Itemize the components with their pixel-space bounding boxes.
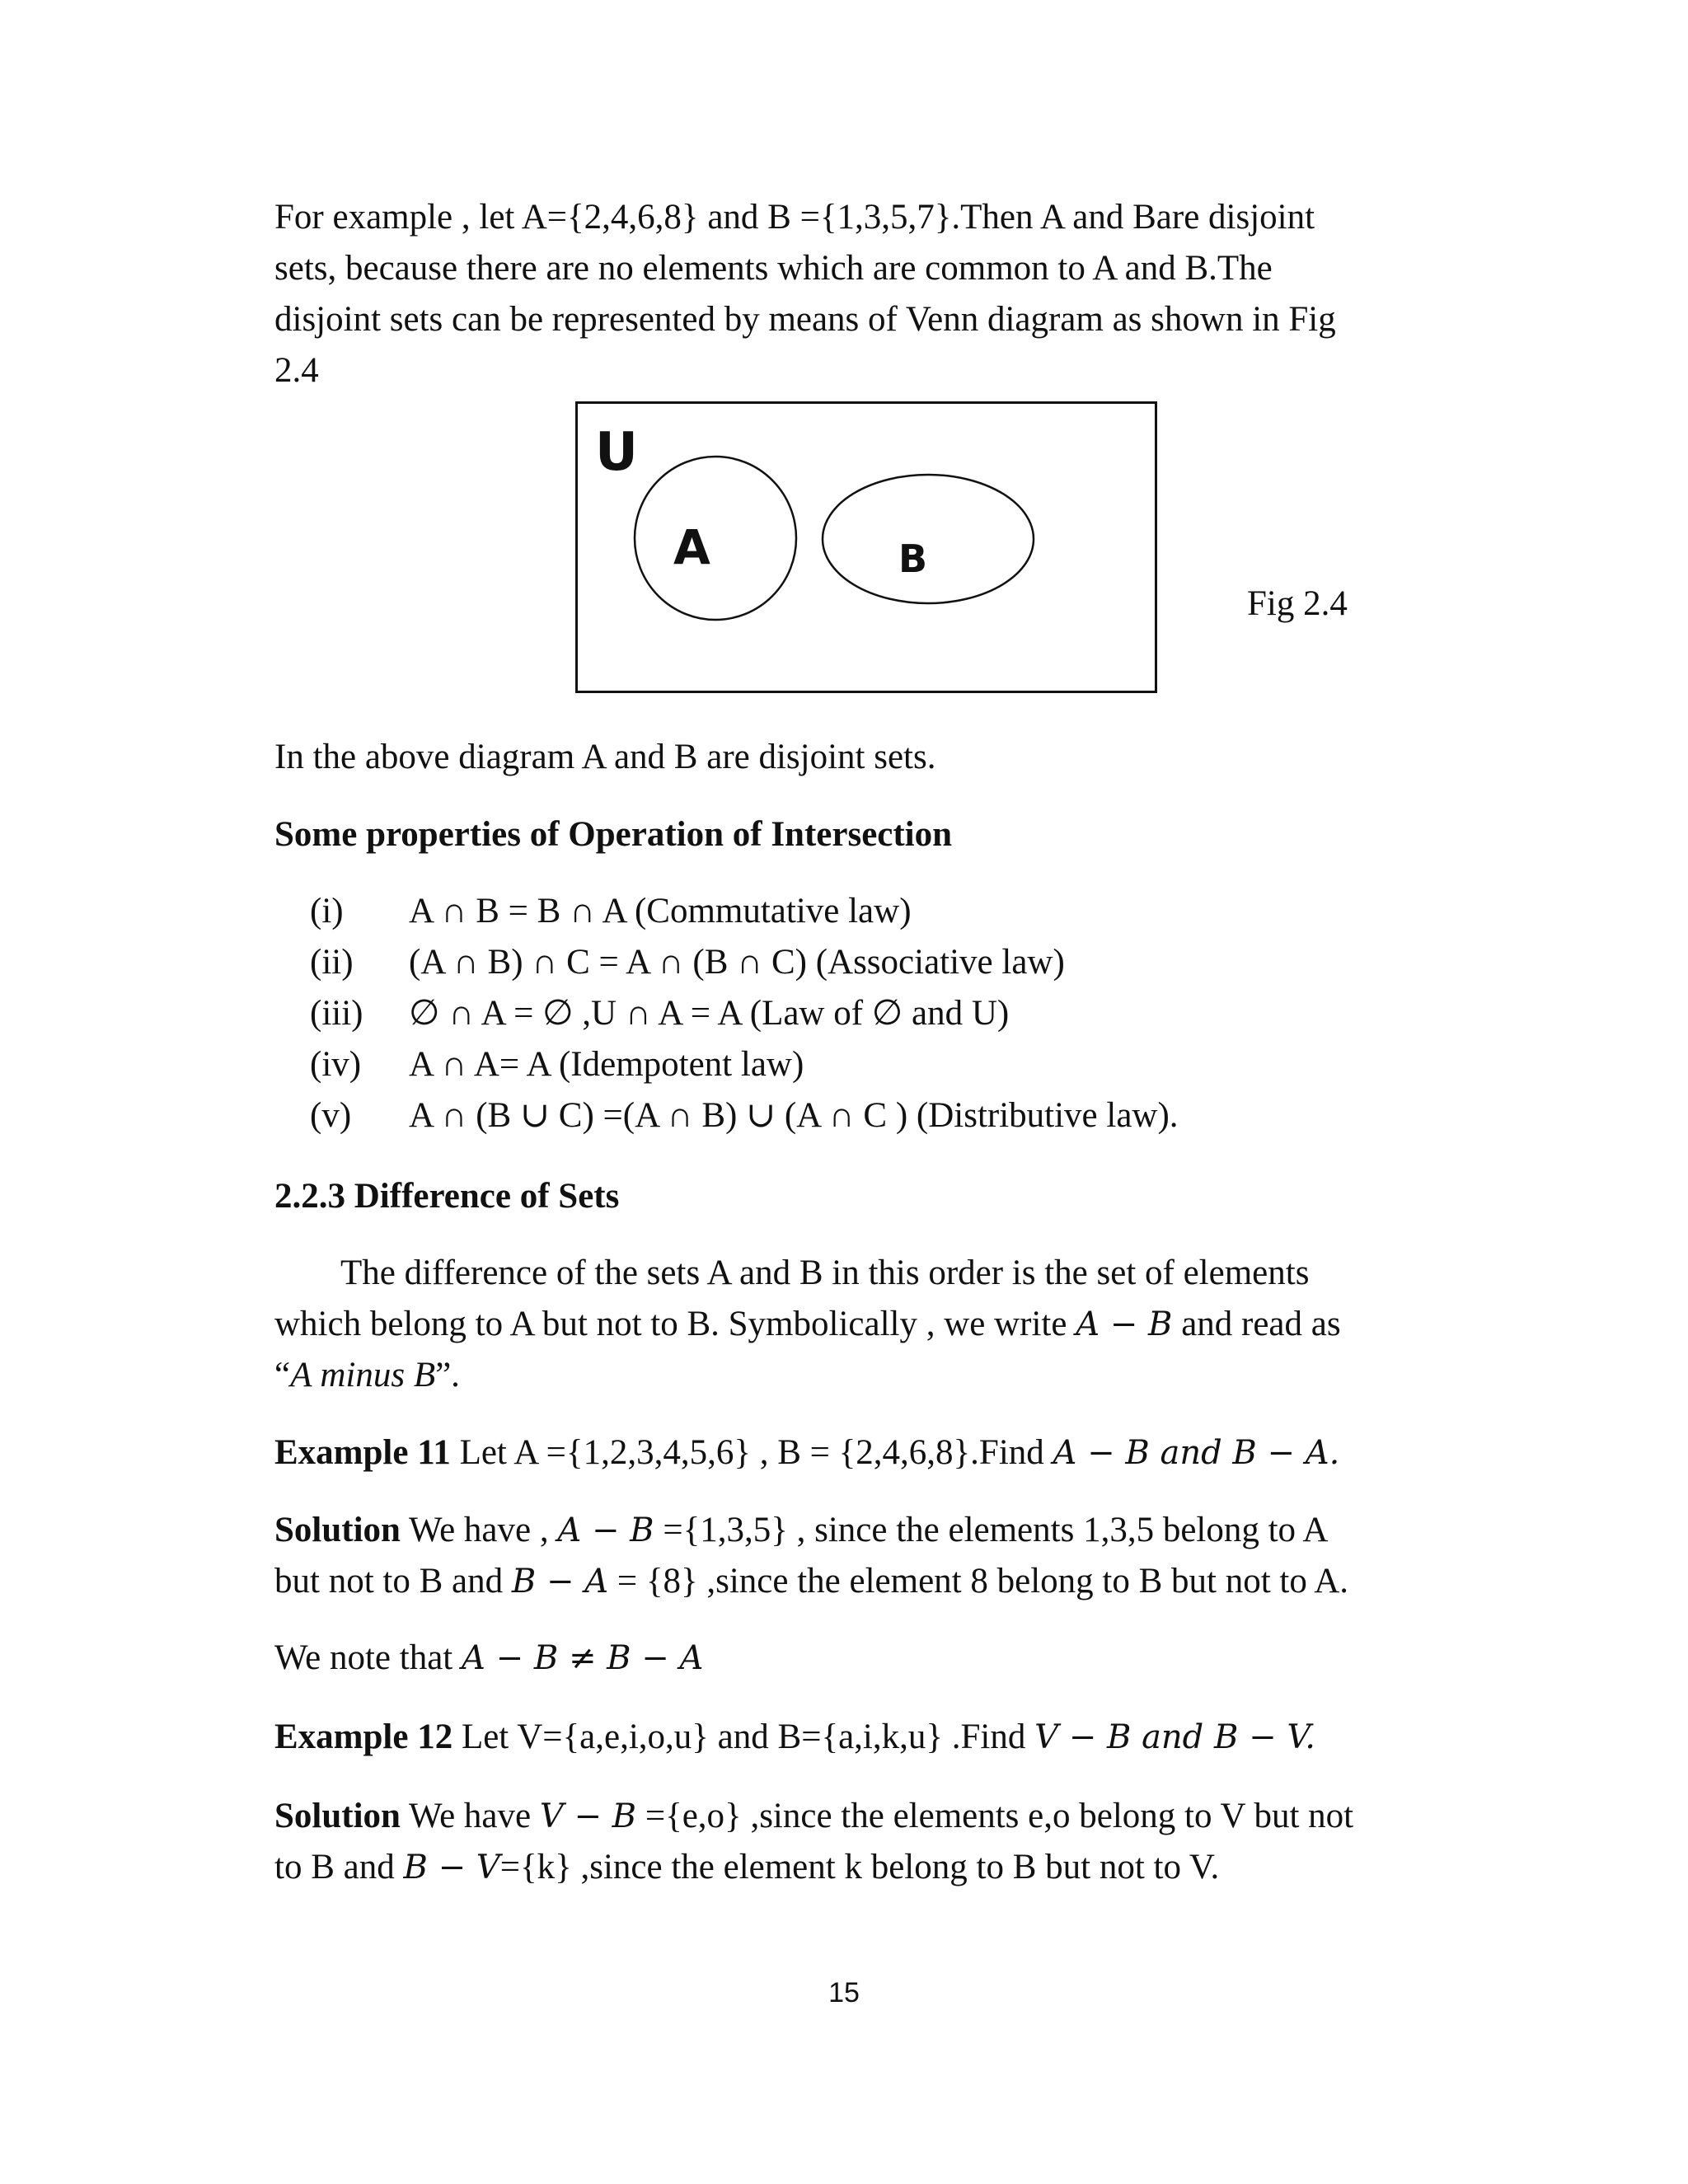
page-number: 15: [828, 1977, 860, 2008]
note-line: [274, 1633, 1478, 1684]
quote-open: “: [274, 1356, 291, 1394]
math-expression: A − B ≠ B − A: [462, 1639, 704, 1677]
solution-11: [274, 1505, 1478, 1607]
solution-line: [274, 1556, 1478, 1607]
solution-text: We have: [400, 1797, 540, 1835]
intro-paragraph: [274, 192, 1478, 396]
figure-caption: Fig 2.4: [1247, 584, 1348, 623]
list-item-number: (iii): [310, 994, 363, 1033]
math-expression: A − B and B − A.: [1053, 1434, 1340, 1472]
solution-line: [274, 1505, 1478, 1556]
list-item-text: A ∩ (B ∪ C) =(A ∩ B) ∪ (A ∩ C ) (Distributive law).: [409, 1096, 1179, 1135]
venn-diagram-svg: [575, 401, 1157, 693]
math-expression: B − V: [403, 1849, 500, 1886]
section-heading-text: 2.2.3 Difference of Sets: [274, 1177, 620, 1216]
math-expression: A − B: [1076, 1305, 1173, 1343]
set-b-label: B: [898, 537, 928, 581]
note-text: We note that: [274, 1638, 462, 1677]
set-a-label: A: [673, 519, 710, 575]
italic-phrase: A minus B: [290, 1356, 436, 1394]
set-b-ellipse: [823, 475, 1034, 603]
solution-line: [274, 1842, 1478, 1893]
solution-label: Solution: [274, 1797, 401, 1835]
list-item-text: (A ∩ B) ∩ C = A ∩ (B ∩ C) (Associative law): [409, 943, 1065, 982]
math-expression: A − B: [557, 1511, 654, 1549]
solution-text: ={1,3,5} , since the elements 1,3,5 belong to A: [654, 1511, 1329, 1549]
list-item-text: A ∩ A= A (Idempotent law): [409, 1045, 804, 1084]
example-11-line: [274, 1427, 1478, 1479]
section-paragraph-line: [274, 1350, 1478, 1401]
properties-heading: [274, 809, 1478, 860]
solution-12: [274, 1791, 1478, 1893]
example-label: Example 12: [274, 1718, 453, 1756]
math-expression: V − B: [539, 1797, 637, 1835]
example-12: [274, 1712, 1478, 1763]
section-paragraph: [274, 1248, 1478, 1401]
list-item-number: (i): [310, 892, 344, 930]
solution-text: to B and: [274, 1848, 404, 1886]
solution-label: Solution: [274, 1511, 401, 1549]
venn-diagram: [575, 401, 1157, 693]
list-item-text: A ∩ B = B ∩ A (Commutative law): [409, 892, 912, 930]
example-12-line: [274, 1712, 1478, 1763]
intro-line: disjoint sets can be represented by means of Venn diagram as shown in Fig: [274, 300, 1336, 339]
paragraph-text: which belong to A but not to B. Symbolically , we write: [274, 1305, 1076, 1343]
universe-rectangle: [577, 403, 1156, 692]
intro-line: For example , let A={2,4,6,8} and B ={1,3,5,7}.Then A and Bare disjoint: [274, 198, 1315, 237]
example-label: Example 11: [274, 1433, 451, 1472]
quote-close: ”.: [435, 1356, 460, 1394]
set-a-circle: [635, 457, 796, 620]
solution-text: = {8} ,since the element 8 belong to B but not to A.: [608, 1562, 1349, 1601]
diagram-note: [274, 732, 1478, 783]
note: [274, 1633, 1478, 1684]
diagram-note-text: In the above diagram A and B are disjoint sets.: [274, 738, 936, 776]
paragraph-text: and read as: [1172, 1305, 1341, 1343]
list-item-number: (v): [310, 1096, 352, 1135]
solution-text: We have ,: [400, 1511, 558, 1549]
universe-label: U: [595, 422, 638, 483]
section-heading: [274, 1171, 1478, 1222]
intro-line: 2.4: [274, 351, 319, 390]
section-paragraph-line: [274, 1299, 1478, 1350]
example-text: Let V={a,e,i,o,u} and B={a,i,k,u} .Find: [452, 1718, 1035, 1756]
math-expression: B − A: [511, 1563, 609, 1601]
intro-line: sets, because there are no elements which are common to A and B.The: [274, 249, 1273, 288]
solution-text: ={e,o} ,since the elements e,o belong to V but not: [636, 1797, 1354, 1835]
list-item-number: (ii): [310, 943, 354, 982]
list-item-text: ∅ ∩ A = ∅ ,U ∩ A = A (Law of ∅ and U): [409, 994, 1010, 1033]
math-expression: V − B and B − V.: [1034, 1718, 1315, 1756]
section-paragraph-line: The difference of the sets A and B in this order is the set of elements: [340, 1254, 1310, 1292]
properties-heading-text: Some properties of Operation of Intersection: [274, 815, 953, 854]
example-11: [274, 1427, 1478, 1479]
example-text: Let A ={1,2,3,4,5,6} , B = {2,4,6,8}.Find: [450, 1433, 1053, 1472]
solution-text: ={k} ,since the element k belong to B but not to V.: [499, 1848, 1220, 1886]
solution-text: but not to B and: [274, 1562, 512, 1601]
solution-line: [274, 1791, 1478, 1842]
list-item-number: (iv): [310, 1045, 362, 1084]
